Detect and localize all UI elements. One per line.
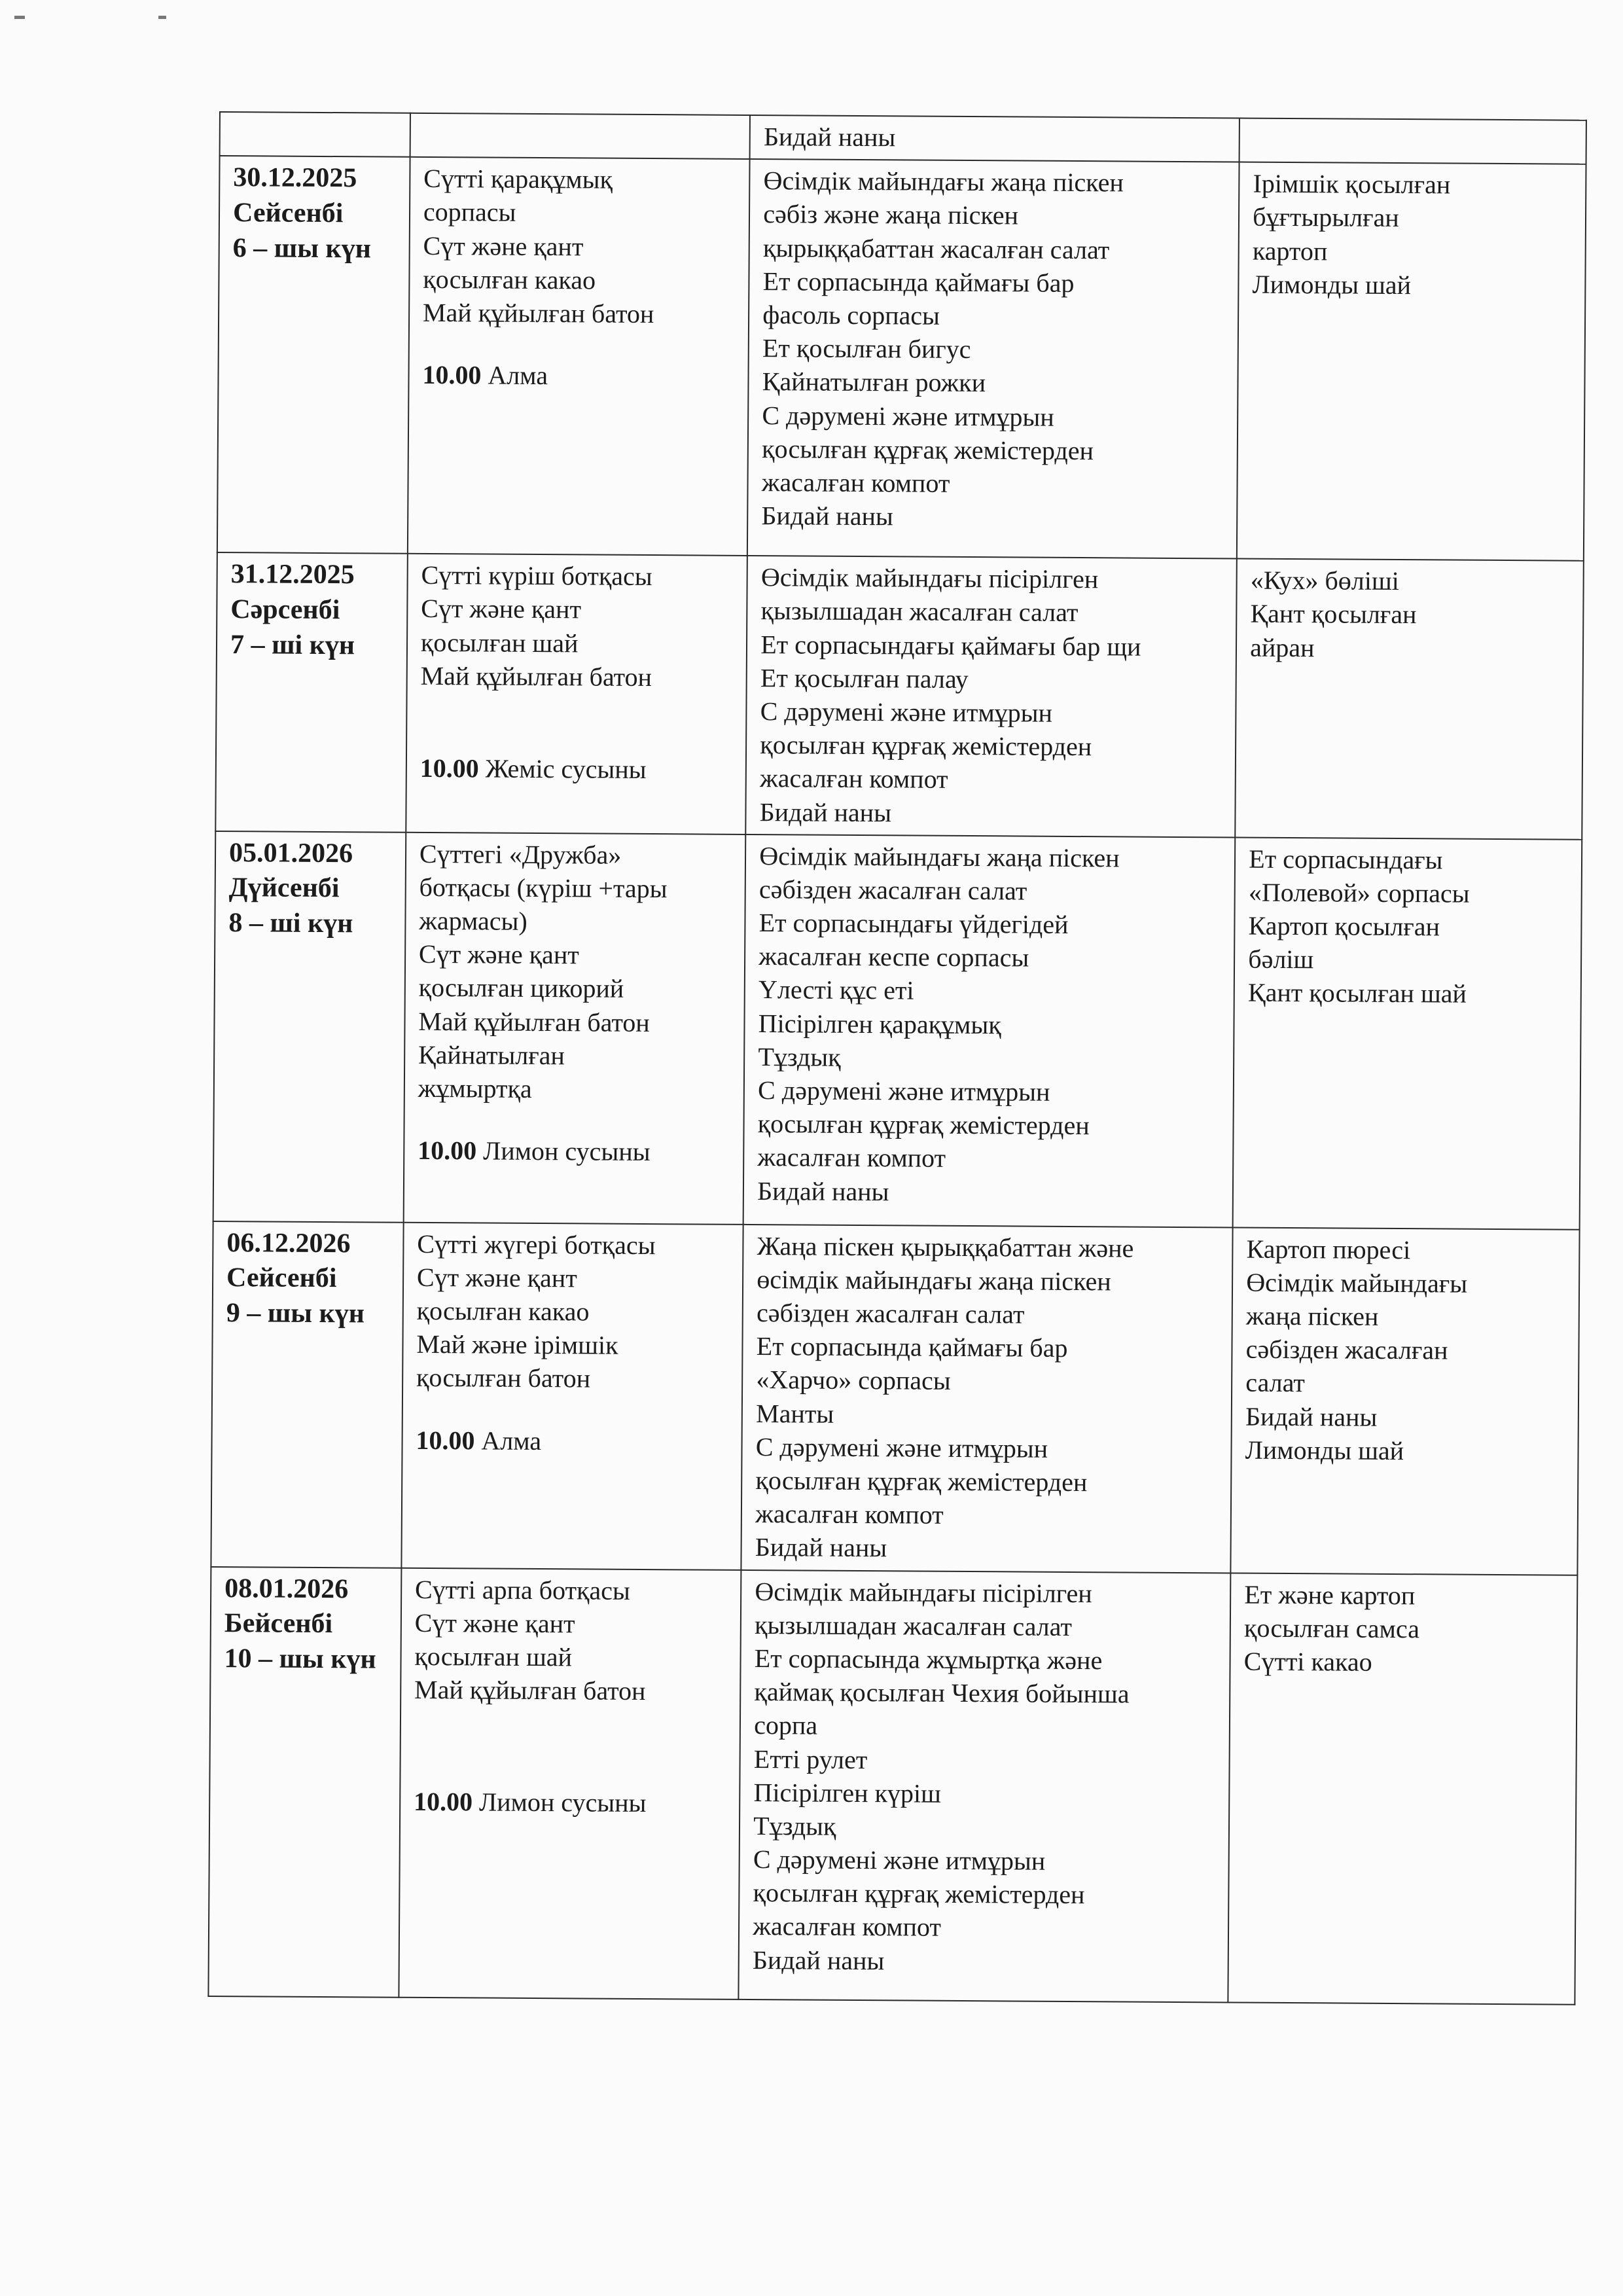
lunch-item: Бидай наны: [757, 1175, 889, 1206]
lunch-item: Өсімдік майындағы пісірілген: [755, 1576, 1092, 1608]
lunch-item: сәбізден жасалған салат: [756, 1298, 1025, 1329]
dinner-item: бәліш: [1248, 944, 1314, 975]
breakfast-item: қосылған цикорий: [418, 973, 624, 1004]
lunch-item: Ет сорпасында жұмыртқа және: [754, 1643, 1103, 1676]
lunch-cell: [746, 556, 1238, 837]
day-weekday: Бейсенбі: [224, 1608, 333, 1640]
continuation-dinner-cell: [1240, 118, 1586, 164]
dinner-item: Картоп пюресі: [1246, 1234, 1411, 1265]
day-weekday: Сейсенбі: [226, 1263, 337, 1294]
lunch-item: «Харчо» сорпасы: [756, 1365, 951, 1396]
lunch-item: Пісірілген қарақұмық: [758, 1008, 1001, 1039]
dinner-item: Ет және картоп: [1244, 1579, 1416, 1610]
breakfast-item: Май құйылған батон: [422, 297, 654, 329]
day-weekday: Дүйсенбі: [228, 872, 340, 904]
continuation-day-cell: [220, 112, 410, 157]
breakfast-item: қосылған шай: [414, 1641, 573, 1672]
lunch-item: Пісірілген күріш: [753, 1777, 942, 1808]
day-number: 10 – шы күн: [224, 1643, 376, 1675]
continuation-breakfast-cell: [410, 113, 750, 159]
breakfast-item: Май құйылған батон: [420, 660, 652, 692]
breakfast-item: Сүт және қант: [418, 939, 579, 970]
lunch-item: қызылшадан жасалған салат: [755, 1609, 1073, 1641]
table-row: [215, 552, 1584, 839]
scan-mark-right: [158, 16, 166, 19]
snack-line: [420, 751, 733, 787]
day-cell: [211, 1221, 403, 1568]
snack-time: 10.00: [418, 1136, 477, 1166]
lunch-cell: [747, 159, 1240, 559]
lunch-item: С дәрумені және итмұрын: [753, 1844, 1046, 1876]
lunch-item: Бидай наны: [761, 501, 893, 531]
breakfast-item: қосылған батон: [416, 1363, 591, 1393]
lunch-item: Етті рулет: [753, 1744, 868, 1774]
lunch-item: сәбізден жасалған салат: [758, 874, 1027, 906]
dinner-item: картоп: [1252, 236, 1328, 266]
lunch-item: Ет сорпасындағы үйдегідей: [758, 908, 1069, 940]
breakfast-item: Май құйылған батон: [414, 1674, 646, 1706]
menu-table: [207, 111, 1587, 2005]
dinner-item: Ет сорпасындағы: [1249, 844, 1443, 875]
lunch-item: қосылған құрғақ жемістерден: [753, 1878, 1085, 1910]
lunch-item: қызылшадан жасалған салат: [760, 596, 1079, 628]
lunch-item: С дәрумені және итмұрын: [762, 400, 1054, 432]
breakfast-cell: [399, 1568, 741, 1999]
lunch-item: қосылған құрғақ жемістерден: [757, 1109, 1090, 1141]
breakfast-cell: [406, 554, 747, 834]
lunch-item: қаймақ қосылған Чехия бойынша: [754, 1677, 1130, 1709]
lunch-item: Тұздық: [753, 1810, 836, 1841]
dinner-cell: [1228, 1573, 1578, 2004]
snack-line: [416, 1423, 728, 1458]
lunch-cell: [739, 1570, 1231, 2002]
lunch-item: Ет қосылған бигус: [762, 333, 971, 365]
day-number: 6 – шы күн: [232, 232, 372, 264]
breakfast-item: Сүтті арпа ботқасы: [414, 1574, 631, 1605]
lunch-item: сәбіз және жаңа піскен: [763, 199, 1019, 230]
dinner-item: Ірімшік қосылған: [1253, 168, 1451, 200]
breakfast-item: Май құйылған батон: [418, 1006, 650, 1037]
lunch-item: қосылған құрғақ жемістерден: [761, 433, 1094, 465]
lunch-item: сорпа: [754, 1710, 818, 1740]
breakfast-item: Сүт және қант: [421, 594, 582, 624]
dinner-item: Қант қосылған: [1250, 599, 1417, 630]
dinner-item: бұғтырылған: [1253, 202, 1399, 233]
table-row: [208, 1567, 1577, 2005]
breakfast-item: Май және ірімшік: [416, 1329, 618, 1361]
dinner-item: «Полевой» сорпасы: [1248, 877, 1470, 908]
dinner-item: Лимонды шай: [1245, 1435, 1404, 1465]
lunch-item: қосылған құрғақ жемістерден: [755, 1465, 1088, 1498]
day-date: 06.12.2026: [226, 1227, 351, 1259]
day-number: 9 – шы күн: [226, 1298, 365, 1329]
lunch-item: жасалған компот: [753, 1911, 942, 1943]
dinner-item: жаңа піскен: [1245, 1300, 1379, 1331]
day-cell: [217, 156, 410, 554]
dinner-item: сәбізден жасалған: [1245, 1334, 1448, 1365]
lunch-item: Бидай наны: [759, 797, 892, 827]
lunch-item: фасоль сорпасы: [762, 300, 940, 331]
snack-time: 10.00: [416, 1425, 475, 1456]
dinner-item: айран: [1250, 632, 1315, 662]
lunch-item: С дәрумені және итмұрын: [760, 696, 1053, 728]
menu-sheet: [207, 111, 1587, 2005]
day-date: 30.12.2025: [233, 162, 357, 194]
day-date: 05.01.2026: [228, 837, 353, 869]
dinner-item: Қант қосылған шай: [1247, 978, 1467, 1009]
table-row: [211, 1221, 1579, 1575]
day-number: 8 – ші күн: [228, 908, 353, 939]
dinner-cell: [1235, 559, 1583, 840]
dinner-cell: [1233, 837, 1582, 1229]
dinner-cell: [1237, 162, 1586, 561]
snack-time: 10.00: [422, 360, 482, 390]
breakfast-item: сорпасы: [423, 197, 516, 228]
day-weekday: Сәрсенбі: [230, 594, 340, 626]
continuation-lunch-cell: [750, 115, 1240, 162]
lunch-item: жасалған кеспе сорпасы: [758, 941, 1029, 973]
breakfast-item: қосылған шай: [420, 627, 579, 658]
lunch-item: Тұздық: [758, 1041, 841, 1072]
lunch-item: Үлесті құс еті: [758, 975, 914, 1005]
lunch-item: Бидай наны: [763, 122, 896, 152]
lunch-item: қосылған құрғақ жемістерден: [760, 730, 1092, 762]
lunch-item: С дәрумені және итмұрын: [755, 1431, 1048, 1463]
day-weekday: Сейсенбі: [232, 198, 344, 229]
table-row: [217, 156, 1586, 561]
snack-line: [418, 1134, 730, 1169]
lunch-item: Жаңа піскен қырыққабаттан және: [757, 1230, 1134, 1263]
table-row: [213, 831, 1582, 1230]
lunch-item: С дәрумені және итмұрын: [757, 1075, 1050, 1107]
snack-item: Алма: [481, 1426, 542, 1456]
lunch-item: Манты: [755, 1398, 834, 1429]
breakfast-item: қосылған какао: [423, 264, 596, 295]
lunch-item: Ет қосылған палау: [760, 662, 969, 694]
breakfast-item: Сүтті қарақұмық: [423, 164, 613, 194]
lunch-item: Өсімдік майындағы пісірілген: [760, 562, 1099, 594]
lunch-item: Қайнатылған рожки: [762, 367, 986, 398]
snack-time: 10.00: [413, 1787, 473, 1817]
snack-item: Жеміс сусыны: [485, 753, 647, 784]
snack-time: 10.00: [419, 753, 479, 783]
breakfast-item: Сүтті күріш ботқасы: [421, 560, 652, 592]
lunch-item: қырыққабаттан жасалған салат: [762, 232, 1110, 264]
lunch-item: Бидай наны: [755, 1532, 887, 1563]
dinner-cell: [1231, 1227, 1580, 1575]
lunch-item: Бидай наны: [752, 1945, 885, 1975]
breakfast-cell: [401, 1222, 743, 1570]
lunch-item: жасалған компот: [759, 763, 948, 795]
scan-mark-left: [14, 16, 25, 19]
lunch-item: өсімдік майындағы жаңа піскен: [757, 1264, 1111, 1297]
dinner-item: Бидай наны: [1245, 1401, 1378, 1432]
day-cell: [213, 831, 406, 1223]
lunch-cell: [741, 1225, 1233, 1573]
lunch-item: Ет сорпасында қаймағы бар: [756, 1331, 1068, 1363]
breakfast-cell: [408, 157, 750, 556]
lunch-item: Өсімдік майындағы жаңа піскен: [763, 166, 1124, 198]
day-cell: [215, 552, 407, 832]
day-number: 7 – ші күн: [230, 629, 355, 660]
lunch-item: Ет сорпасындағы қаймағы бар щи: [760, 629, 1141, 662]
breakfast-item: Сүттегі «Дружба»: [419, 838, 622, 870]
breakfast-item: ботқасы (күріш +тары: [419, 872, 668, 904]
snack-line: [414, 1785, 726, 1820]
snack-line: [422, 358, 735, 393]
lunch-item: жасалған компот: [757, 1142, 946, 1174]
continuation-row: [220, 112, 1586, 164]
lunch-item: жасалған компот: [761, 467, 950, 498]
lunch-item: жасалған компот: [755, 1499, 944, 1530]
lunch-item: Өсімдік майындағы жаңа піскен: [759, 840, 1120, 873]
dinner-item: Өсімдік майындағы: [1246, 1267, 1468, 1299]
snack-item: Лимон сусыны: [483, 1136, 651, 1167]
dinner-item: Сүтті какао: [1243, 1646, 1372, 1677]
day-date: 08.01.2026: [224, 1573, 349, 1604]
snack-item: Алма: [488, 360, 548, 391]
breakfast-item: Сүтті жүгері ботқасы: [417, 1229, 656, 1260]
lunch-cell: [743, 834, 1236, 1228]
day-cell: [208, 1567, 401, 1998]
dinner-item: салат: [1245, 1368, 1306, 1398]
day-date: 31.12.2025: [230, 559, 355, 590]
breakfast-item: Сүт және қант: [414, 1607, 575, 1639]
dinner-item: қосылған самса: [1243, 1613, 1420, 1643]
breakfast-item: қосылған какао: [416, 1295, 590, 1327]
breakfast-item: Сүт және қант: [416, 1262, 577, 1293]
breakfast-item: жұмыртқа: [418, 1073, 532, 1103]
dinner-item: Картоп қосылған: [1248, 910, 1440, 942]
lunch-item: Ет сорпасында қаймағы бар: [762, 266, 1075, 298]
dinner-item: Лимонды шай: [1252, 269, 1412, 300]
dinner-item: «Кух» бөлішi: [1250, 565, 1399, 596]
breakfast-cell: [403, 832, 745, 1224]
breakfast-item: Қайнатылған: [418, 1039, 565, 1071]
breakfast-item: жармасы): [419, 905, 527, 936]
breakfast-item: Сүт және қант: [423, 230, 584, 261]
snack-item: Лимон сусыны: [478, 1787, 647, 1818]
